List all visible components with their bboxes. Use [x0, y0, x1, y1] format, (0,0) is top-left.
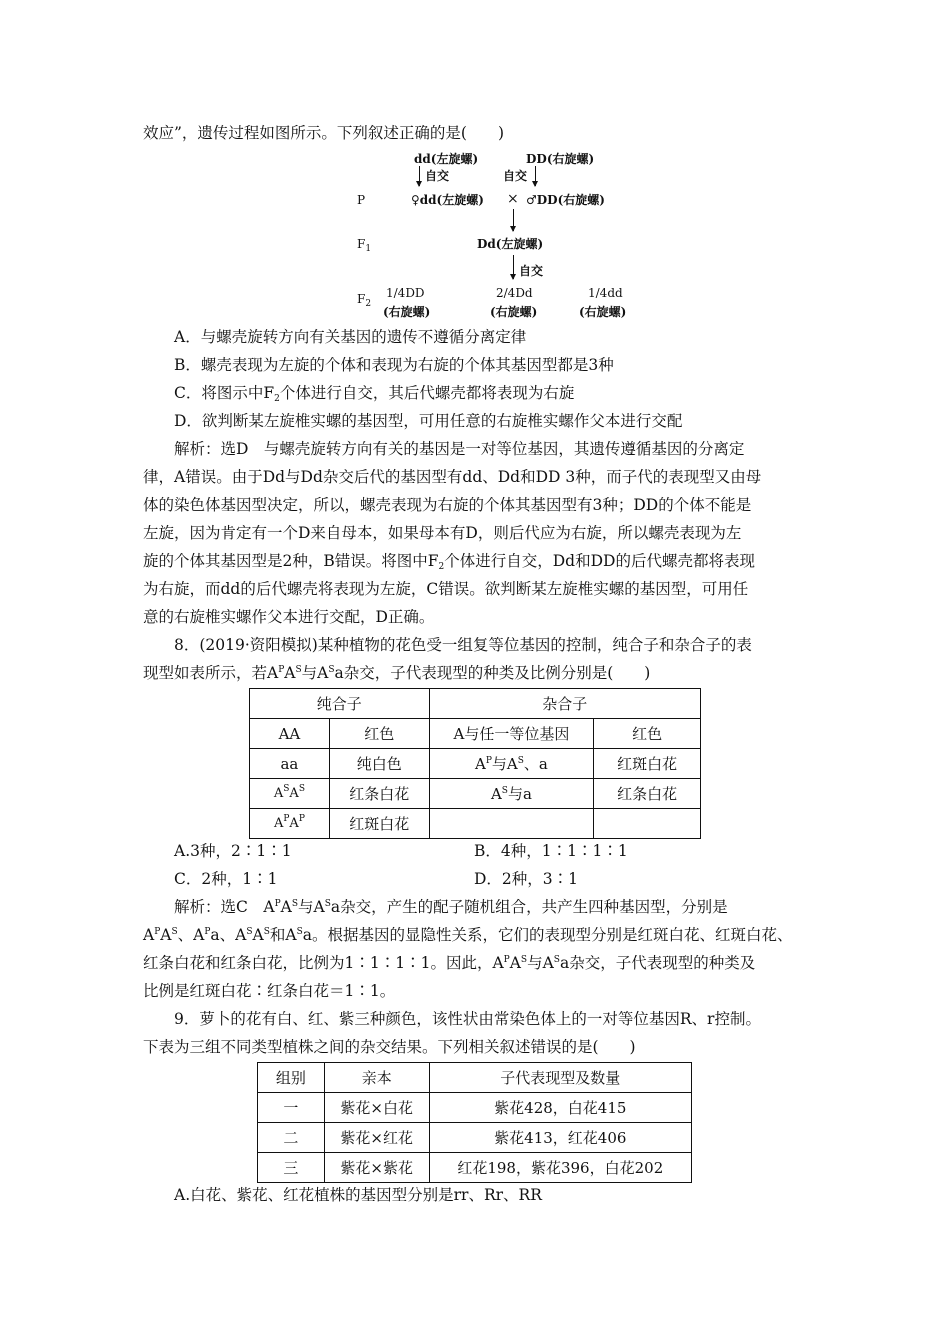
q8-option-c: C．2种，1∶1: [174, 870, 278, 888]
q8-analysis-line: $A^PA^S$、$A^Pa$、$A^SA^S$和$A^Sa$。根据基因的显隐性关系，它们的表现型分别是红斑白花、红斑白花、: [143, 926, 793, 944]
head-homozygote: 纯合子: [250, 689, 430, 719]
f2-pheno-2: (右旋螺): [490, 305, 538, 319]
cell: 红色: [329, 719, 429, 749]
f2-ratio-3: 1/4dd: [588, 286, 623, 300]
p-female: ♀dd(左旋螺): [411, 193, 484, 207]
q8-stem-line2: 现型如表所示，若$A^PA^S$与$A^Sa$杂交，子代表现型的种类及比例分别是( ): [143, 664, 651, 682]
row-label-f1: $F_1$: [357, 237, 372, 254]
cell: AA: [250, 719, 330, 749]
q8-phenotype-table: [249, 688, 701, 839]
q7-analysis-line: 旋的个体其基因型是2种，B错误。将图中$F_2$个体进行自交，Dd和DD的后代螺壳都将表现: [143, 552, 755, 572]
cell: $A^P$与$A^S$、a: [429, 749, 594, 779]
f2-ratio-2: 2/4Dd: [496, 286, 533, 300]
cell: 紫花413，红花406: [429, 1123, 691, 1153]
q7-analysis-line: 体的染色体基因型决定，所以，螺壳表现为右旋的个体其基因型有3种；DD的个体不能是: [143, 496, 752, 514]
q8-analysis-line: 比例是红斑白花∶红条白花＝1∶1。: [143, 982, 396, 1000]
q7-option-d: D．欲判断某左旋椎实螺的基因型，可用任意的右旋椎实螺作父本进行交配: [174, 412, 683, 430]
head-heterozygote: 杂合子: [429, 689, 700, 719]
cell: 紫花×紫花: [324, 1153, 429, 1183]
diagram-top-right: DD(右旋螺): [526, 152, 595, 166]
cell: 三: [258, 1153, 325, 1183]
f2-pheno-3: (右旋螺): [579, 305, 627, 319]
q7-analysis-line: 解析：选D 与螺壳旋转方向有关的基因是一对等位基因，其遗传遵循基因的分离定: [174, 440, 745, 458]
q7-analysis-line: 左旋，因为肯定有一个D来自母本，如果母本有D，则后代应为右旋，所以螺壳表现为左: [143, 524, 742, 542]
q7-analysis-line: 意的右旋椎实螺作父本进行交配，D正确。: [143, 608, 435, 626]
selfing-arrow-right: [535, 166, 536, 186]
q8-analysis-line: 解析：选C $A^PA^S$与$A^Sa$杂交，产生的配子随机组合，共产生四种基因型，分别是: [174, 898, 728, 916]
cell: $A^PA^P$: [250, 809, 330, 839]
q8-analysis-line: 红条白花和红条白花，比例为1∶1∶1∶1。因此，$A^PA^S$与$A^Sa$杂交，子代表现型的种类及: [143, 954, 756, 972]
cell: aa: [250, 749, 330, 779]
row-label-f2: $F_2$: [357, 292, 372, 309]
cell: 红斑白花: [329, 809, 429, 839]
header-cell: 亲本: [324, 1063, 429, 1093]
cell: 红色: [594, 719, 701, 749]
cell: 二: [258, 1123, 325, 1153]
cell: [429, 809, 594, 839]
cell: [594, 809, 701, 839]
diagram-top-left: dd(左旋螺): [414, 152, 479, 166]
q9-cross-table: [257, 1062, 692, 1183]
q9-stem-line1: 9．萝卜的花有白、红、紫三种颜色，该性状由常染色体上的一对等位基因R、r控制。: [174, 1010, 761, 1028]
q8-option-a: A.3种，2∶1∶1: [174, 842, 292, 860]
q7-option-a: A．与螺壳旋转方向有关基因的遗传不遵循分离定律: [174, 328, 527, 346]
selfing-arrow-left: [419, 166, 420, 186]
f1-selfing-label: 自交: [519, 264, 544, 278]
f1-selfing-arrow: [513, 255, 514, 279]
q8-option-d: D．2种，3∶1: [474, 870, 579, 888]
cell: 紫花428，白花415: [429, 1093, 691, 1123]
question-7-stem-tail: 效应”，遗传过程如图所示。下列叙述正确的是( ): [143, 124, 505, 142]
cell: 红花198，紫花396，白花202: [429, 1153, 691, 1183]
f2-pheno-1: (右旋螺): [383, 305, 431, 319]
q8-stem-line1: 8．(2019·资阳模拟)某种植物的花色受一组复等位基因的控制，纯合子和杂合子的表: [174, 636, 752, 654]
q7-analysis-line: 律，A错误。由于Dd与Dd杂交后代的基因型有dd、Dd和DD 3种，而子代的表现型又由母: [143, 468, 762, 486]
q7-option-c: C．将图示中$F_2$个体进行自交，其后代螺壳都将表现为右旋: [174, 384, 575, 404]
row-label-p: P: [357, 193, 366, 207]
cross-sign: ×: [507, 191, 519, 207]
cell: $A^S$与a: [429, 779, 594, 809]
selfing-label-right: 自交: [503, 169, 528, 183]
cell: 一: [258, 1093, 325, 1123]
cell: 紫花×红花: [324, 1123, 429, 1153]
cell: 纯白色: [329, 749, 429, 779]
p-male: ♂DD(右旋螺): [526, 193, 605, 207]
cell: 红条白花: [594, 779, 701, 809]
cell: 红条白花: [329, 779, 429, 809]
q7-option-b: B．螺壳表现为左旋的个体和表现为右旋的个体其基因型都是3种: [174, 356, 614, 374]
selfing-label-left: 自交: [425, 169, 450, 183]
header-cell: 子代表现型及数量: [429, 1063, 691, 1093]
p-to-f1-arrow: [513, 209, 514, 231]
cell: A与任一等位基因: [429, 719, 594, 749]
cell: 红斑白花: [594, 749, 701, 779]
q9-option-a: A.白花、紫花、红花植株的基因型分别是rr、Rr、RR: [174, 1186, 542, 1204]
f1-genotype: Dd(左旋螺): [477, 237, 544, 251]
q9-stem-line2: 下表为三组不同类型植株之间的杂交结果。下列相关叙述错误的是( ): [143, 1038, 636, 1056]
f2-ratio-1: 1/4DD: [386, 286, 425, 300]
q7-analysis-line: 为右旋，而dd的后代螺壳将表现为左旋，C错误。欲判断某左旋椎实螺的基因型，可用任: [143, 580, 749, 598]
q8-option-b: B．4种，1∶1∶1∶1: [474, 842, 628, 860]
cell: 紫花×白花: [324, 1093, 429, 1123]
header-cell: 组别: [258, 1063, 325, 1093]
cell: $A^SA^S$: [250, 779, 330, 809]
